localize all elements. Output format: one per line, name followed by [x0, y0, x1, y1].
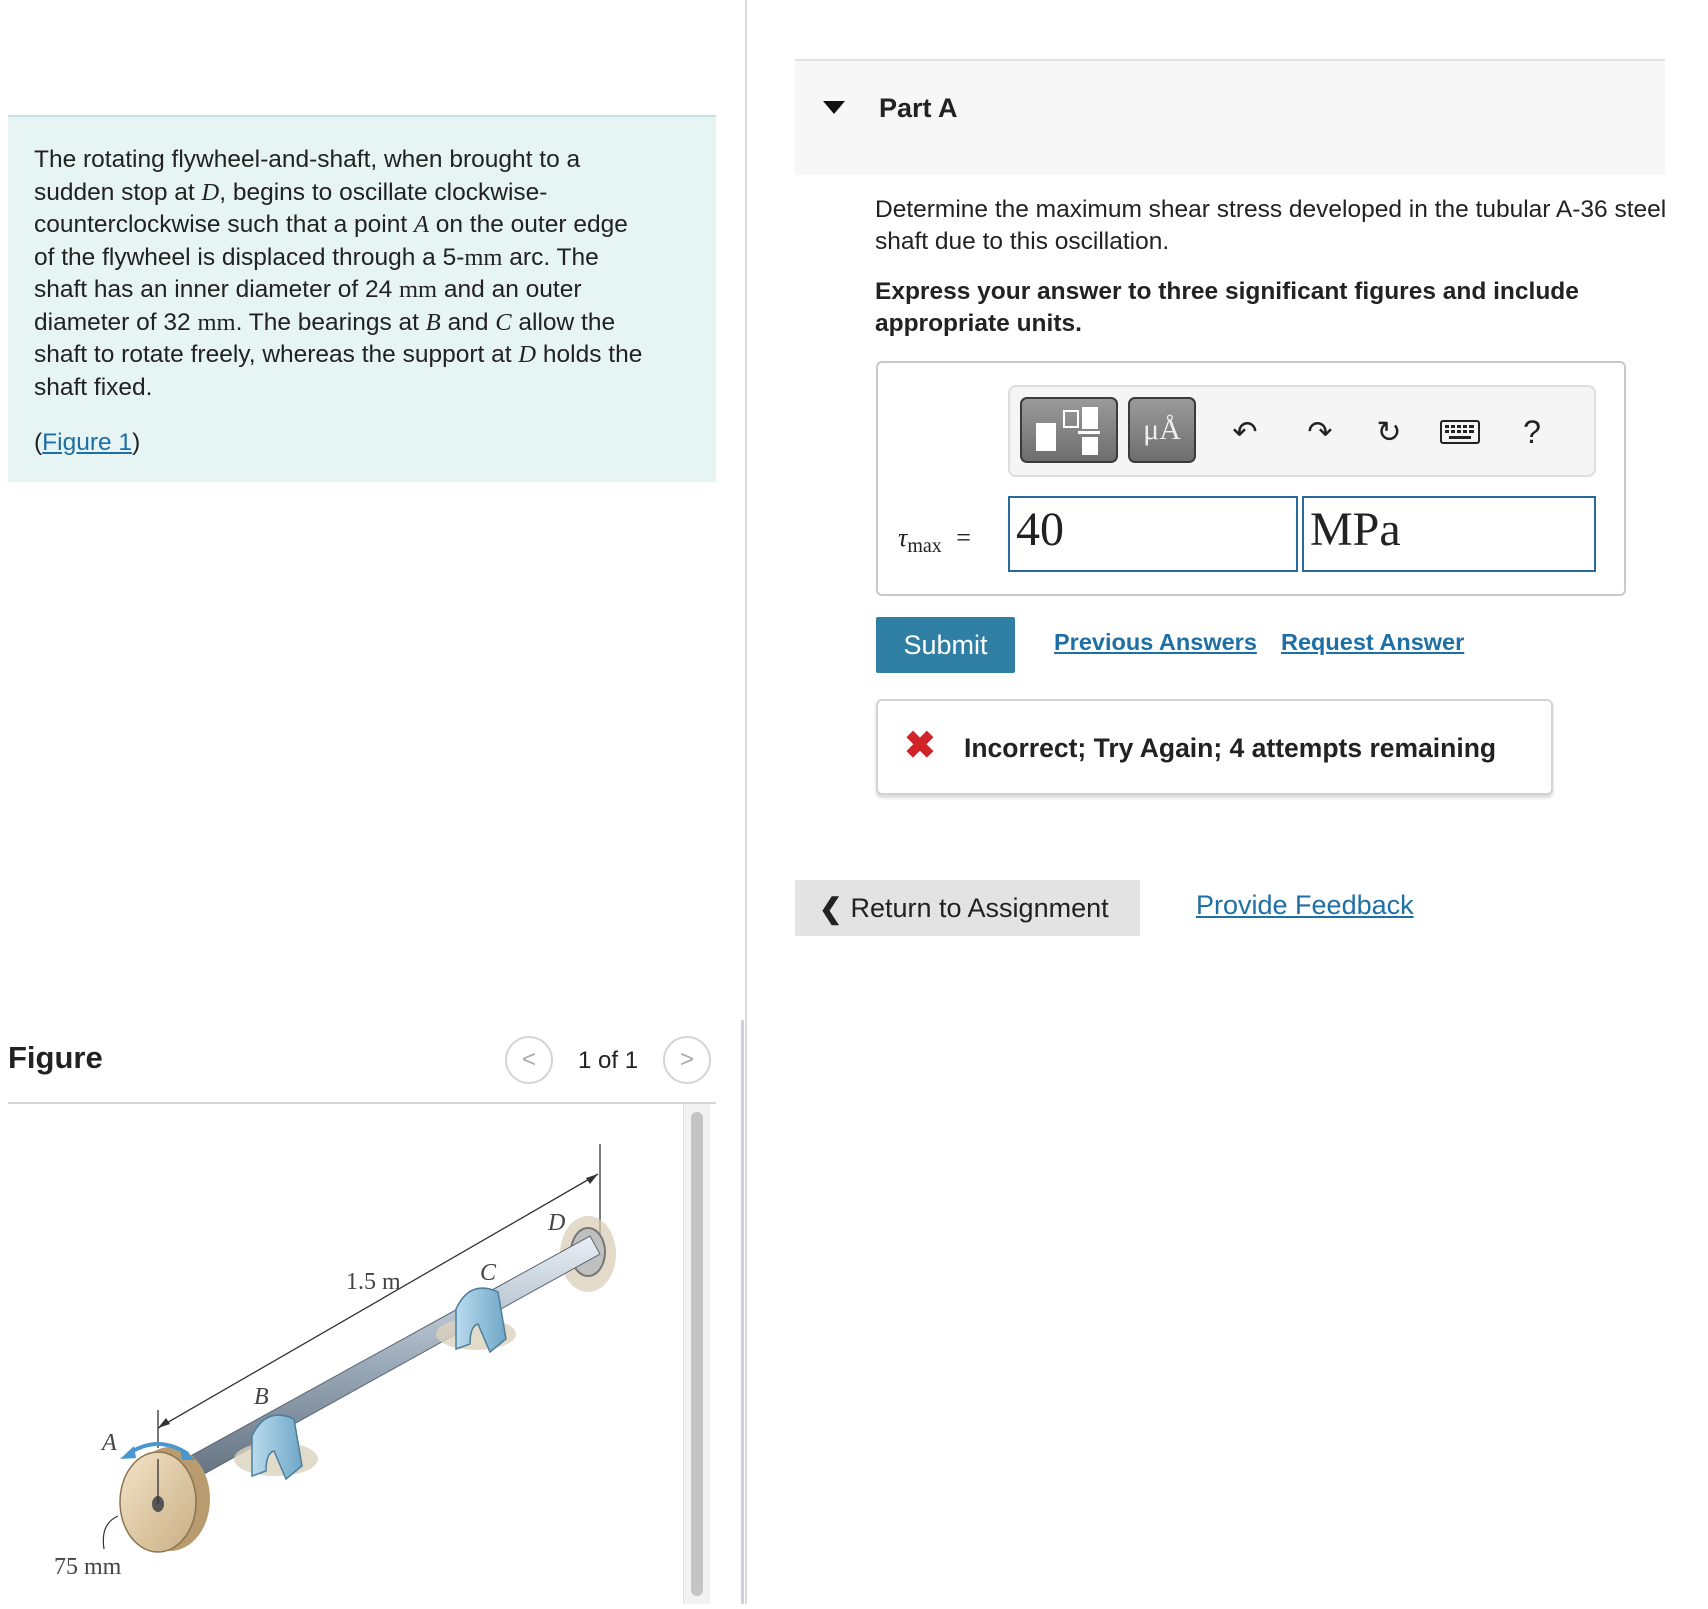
figure-header: [8, 1030, 716, 1104]
problem-statement: [8, 115, 716, 482]
return-label: Return to Assignment: [850, 892, 1109, 923]
chevron-left-icon: <: [521, 1046, 536, 1073]
column-divider-accent: [741, 1020, 744, 1604]
reset-icon[interactable]: ↻: [1376, 415, 1402, 449]
paren-close: ): [132, 429, 141, 456]
paren-open: (: [34, 429, 43, 456]
figure-link-line: [34, 427, 690, 460]
problem-text-line: and an outer: [437, 276, 582, 303]
equals-sign: =: [956, 523, 971, 552]
unit-mm: mm: [464, 243, 503, 271]
unit-mm: mm: [399, 276, 438, 303]
problem-text-line: shaft has an inner diameter of 24: [34, 276, 399, 303]
unit-mm: mm: [197, 308, 236, 336]
next-figure-button[interactable]: [663, 1036, 711, 1084]
dimension-line: [158, 1174, 598, 1428]
figure-scrollbar[interactable]: [683, 1104, 710, 1604]
problem-text-line: counterclockwise such that a point: [34, 211, 414, 238]
previous-answers-link[interactable]: Previous Answers: [1054, 629, 1257, 655]
redo-icon[interactable]: ↷: [1307, 415, 1333, 449]
chevron-left-icon: ❮: [819, 892, 843, 924]
problem-panel: [0, 0, 745, 1604]
figure-image: [8, 1104, 716, 1604]
figure-link[interactable]: Figure 1: [42, 429, 133, 456]
figure-title: Figure: [8, 1040, 103, 1075]
incorrect-icon: ✖: [904, 725, 936, 767]
problem-text-line: holds the: [536, 341, 643, 368]
tau-subscript: max: [907, 535, 942, 558]
fraction-template-icon: [1022, 399, 1116, 461]
problem-text-line: diameter of 32: [34, 308, 198, 336]
label-length: 1.5 m: [346, 1269, 401, 1295]
dimension-arrowhead: [158, 1418, 170, 1428]
label-a: A: [102, 1430, 117, 1456]
part-a-header[interactable]: [795, 59, 1665, 175]
label-radius: 75 mm: [54, 1554, 122, 1580]
chevron-right-icon: >: [679, 1046, 694, 1073]
variable-b: B: [425, 308, 441, 336]
oscillation-arrowhead: [120, 1446, 136, 1459]
value-input[interactable]: 40: [1008, 496, 1298, 572]
part-a-title: Part A: [879, 93, 958, 123]
problem-text: [34, 144, 690, 404]
unit-input[interactable]: MPa: [1302, 496, 1596, 572]
keyboard-glyph: [1440, 420, 1480, 444]
question-block: [875, 194, 1675, 340]
variable-a: A: [413, 211, 429, 238]
instruction-text: Express your answer to three significant figures and include appropriate units.: [875, 278, 1579, 337]
problem-text-line: on the outer edge: [428, 211, 628, 238]
problem-text-line: allow the: [511, 308, 616, 336]
problem-text-line: The rotating flywheel-and-shaft, when brought to a: [34, 146, 581, 173]
flywheel-shaft-diagram: [8, 1104, 678, 1604]
answer-label: [898, 523, 971, 558]
return-to-assignment-button[interactable]: [795, 880, 1140, 936]
column-divider: [745, 0, 747, 1604]
dimension-arrowhead: [586, 1174, 598, 1184]
label-c: C: [480, 1260, 497, 1286]
request-answer-link[interactable]: Request Answer: [1281, 629, 1465, 655]
math-toolbar: [1008, 385, 1596, 477]
problem-text-line: . The bearings at: [235, 308, 426, 336]
keyboard-icon[interactable]: [1435, 407, 1485, 457]
caret-down-icon[interactable]: [823, 101, 845, 114]
problem-text-line: arc. The: [502, 243, 599, 271]
question-text: Determine the maximum shear stress developed in the tubular A-36 steel shaft due to this oscillation.: [875, 196, 1667, 255]
units-button[interactable]: μÅ: [1128, 397, 1196, 463]
figure-pager: 1 of 1: [578, 1047, 639, 1074]
tau-symbol: τ: [898, 523, 908, 552]
problem-text-line: , begins to oscillate clockwise-: [219, 178, 548, 206]
problem-text-line: and: [440, 308, 496, 336]
problem-text-line: sudden stop at: [34, 178, 202, 206]
previous-figure-button[interactable]: [505, 1036, 553, 1084]
submit-button[interactable]: Submit: [876, 617, 1015, 673]
feedback-text: Incorrect; Try Again; 4 attempts remaining: [964, 733, 1497, 763]
scrollbar-thumb[interactable]: [691, 1112, 703, 1596]
variable-d: D: [518, 341, 537, 368]
problem-text-line: of the flywheel is displaced through a 5-: [34, 243, 465, 271]
provide-feedback-link[interactable]: Provide Feedback: [1196, 890, 1414, 920]
answer-box: [876, 361, 1626, 596]
undo-icon[interactable]: ↶: [1232, 415, 1258, 449]
feedback-message: [876, 699, 1553, 795]
label-b: B: [254, 1384, 269, 1410]
help-icon[interactable]: ?: [1523, 413, 1541, 450]
problem-text-line: shaft to rotate freely, whereas the support at: [34, 341, 519, 368]
problem-text-line: shaft fixed.: [34, 373, 153, 401]
variable-c: C: [495, 308, 512, 336]
variable-d: D: [201, 178, 220, 206]
label-d: D: [548, 1210, 566, 1236]
templates-button[interactable]: [1020, 397, 1118, 463]
radius-leader: [103, 1516, 118, 1549]
